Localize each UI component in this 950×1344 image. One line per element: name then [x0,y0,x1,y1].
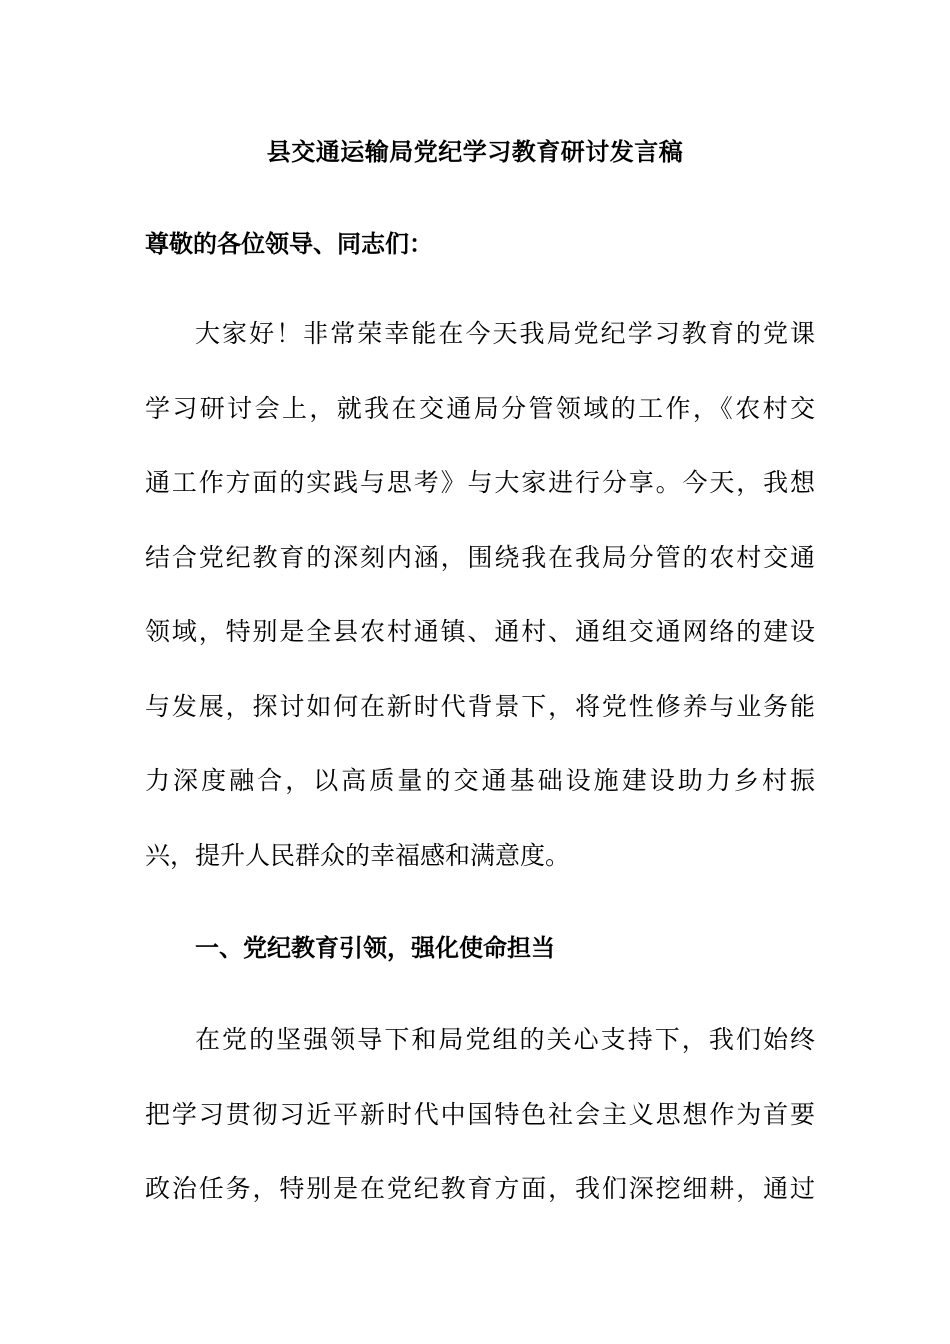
paragraph-line: 领域，特别是全县农村通镇、通村、通组交通网络的建设 [145,617,815,646]
paragraph-line: 政治任务，特别是在党纪教育方面，我们深挖细耕，通过 [145,1174,815,1203]
paragraph-line: 通工作方面的实践与思考》与大家进行分享。今天，我想 [145,468,815,497]
paragraph-line: 力深度融合，以高质量的交通基础设施建设助力乡村振 [145,766,815,795]
paragraph-line: 兴，提升人民群众的幸福感和满意度。 [145,840,571,870]
paragraph-line: 在党的坚强领导下和局党组的关心支持下，我们始终 [195,1025,815,1054]
paragraph-line: 与发展，探讨如何在新时代背景下，将党性修养与业务能 [145,691,815,721]
paragraph-line: 结合党纪教育的深刻内涵，围绕我在我局分管的农村交通 [145,542,815,572]
paragraph-line: 把学习贯彻习近平新时代中国特色社会主义思想作为首要 [145,1099,815,1129]
document-title: 县交通运输局党纪学习教育研讨发言稿 [266,138,684,166]
paragraph-section1 [145,1020,815,1244]
paragraph-intro [145,314,815,910]
section-heading: 一、党纪教育引领，强化使命担当 [195,934,555,962]
paragraph-line: 学习研讨会上，就我在交通局分管领域的工作，《农村交 [145,393,815,423]
salutation: 尊敬的各位领导、同志们： [145,230,433,258]
paragraph-line: 大家好！非常荣幸能在今天我局党纪学习教育的党课 [195,319,815,348]
